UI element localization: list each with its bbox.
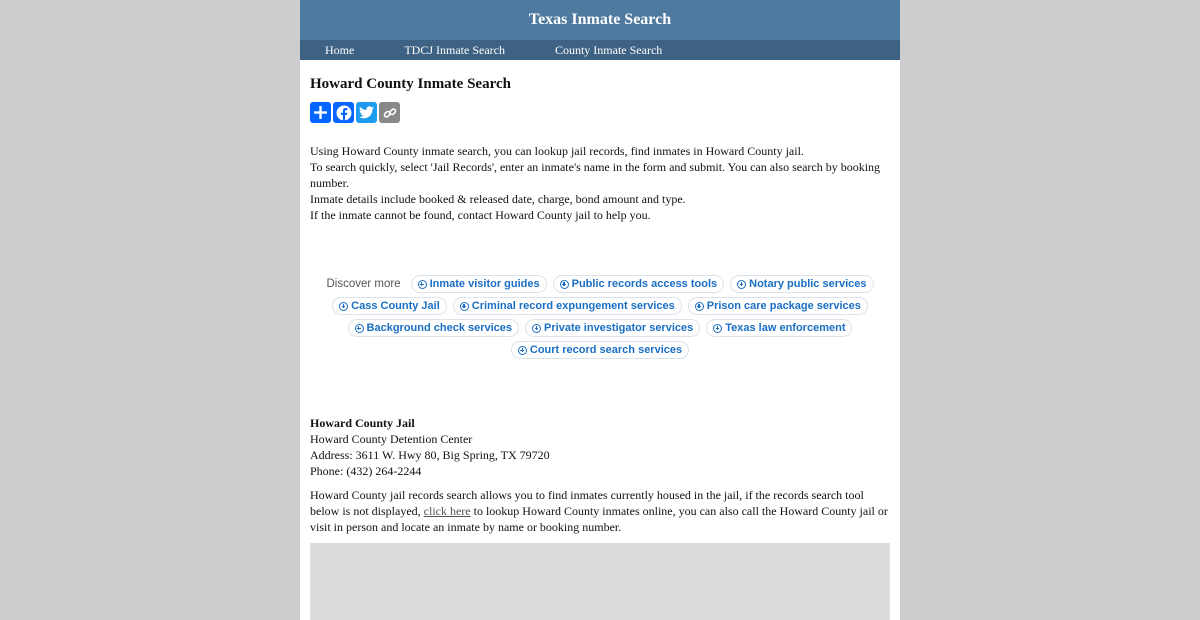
- nav-bar: [300, 40, 900, 60]
- plus-circle-icon: [560, 280, 569, 289]
- discover-chip[interactable]: Notary public services: [730, 275, 873, 293]
- plus-circle-icon: [713, 324, 722, 333]
- twitter-share-button[interactable]: [356, 102, 377, 123]
- intro-line: Inmate details include booked & released date, charge, bond amount and type.: [310, 192, 686, 206]
- discover-more-label: Discover more: [326, 278, 401, 290]
- discover-chip[interactable]: Prison care package services: [688, 297, 868, 315]
- plus-circle-icon: [418, 280, 427, 289]
- share-button[interactable]: [310, 102, 331, 123]
- plus-circle-icon: [695, 302, 704, 311]
- facebook-share-button[interactable]: [333, 102, 354, 123]
- nav-tdcj-inmate-search[interactable]: TDCJ Inmate Search: [404, 42, 505, 57]
- site-header: [300, 0, 900, 40]
- nav-home[interactable]: Home: [325, 42, 355, 57]
- plus-circle-icon: [518, 346, 527, 355]
- jail-name: Howard County Jail: [310, 416, 415, 430]
- plus-icon: [314, 106, 327, 119]
- jail-facility: Howard County Detention Center: [310, 432, 473, 446]
- share-buttons: [310, 102, 890, 123]
- jail-phone: Phone: (432) 264-2244: [310, 464, 422, 478]
- main-content: [300, 76, 900, 620]
- page-title: Howard County Inmate Search: [310, 76, 511, 92]
- plus-circle-icon: [339, 302, 348, 311]
- intro-text: [310, 143, 890, 223]
- discover-chip[interactable]: Texas law enforcement: [706, 319, 852, 337]
- plus-circle-icon: [532, 324, 541, 333]
- click-here-link[interactable]: click here: [423, 504, 471, 518]
- twitter-icon: [359, 106, 374, 119]
- nav-county-inmate-search[interactable]: County Inmate Search: [554, 42, 663, 57]
- records-search-embed[interactable]: [310, 543, 890, 620]
- jail-address: Address: 3611 W. Hwy 80, Big Spring, TX 79720: [310, 448, 550, 462]
- facebook-icon: [336, 105, 352, 121]
- discover-chip[interactable]: Inmate visitor guides: [411, 275, 547, 293]
- site-title: Texas Inmate Search: [528, 11, 672, 28]
- plus-circle-icon: [355, 324, 364, 333]
- records-description: Howard County jail records search allows you to find inmates currently housed in the jail, if the records search tool below is not displayed, click here to lookup Howard County inmates online, you can also call the Howard County jail or visit in person and locate an inmate by name or booking number.: [310, 488, 888, 534]
- plus-circle-icon: [737, 280, 746, 289]
- page-container: [300, 0, 900, 620]
- copy-link-button[interactable]: [379, 102, 400, 123]
- intro-line: Using Howard County inmate search, you can lookup jail records, find inmates in Howard County jail.: [310, 144, 804, 158]
- discover-chip[interactable]: Background check services: [348, 319, 520, 337]
- discover-more-section: [310, 275, 890, 359]
- plus-circle-icon: [460, 302, 469, 311]
- discover-chip[interactable]: Public records access tools: [553, 275, 725, 293]
- intro-line: If the inmate cannot be found, contact Howard County jail to help you.: [310, 208, 651, 222]
- link-icon: [383, 106, 397, 120]
- discover-chip[interactable]: Private investigator services: [525, 319, 700, 337]
- intro-line: To search quickly, select 'Jail Records', enter an inmate's name in the form and submit. You can also search by booking number.: [310, 160, 881, 190]
- discover-chip[interactable]: Cass County Jail: [332, 297, 447, 315]
- jail-info: [310, 415, 890, 479]
- discover-chip[interactable]: Criminal record expungement services: [453, 297, 682, 315]
- discover-chip[interactable]: Court record search services: [511, 341, 689, 359]
